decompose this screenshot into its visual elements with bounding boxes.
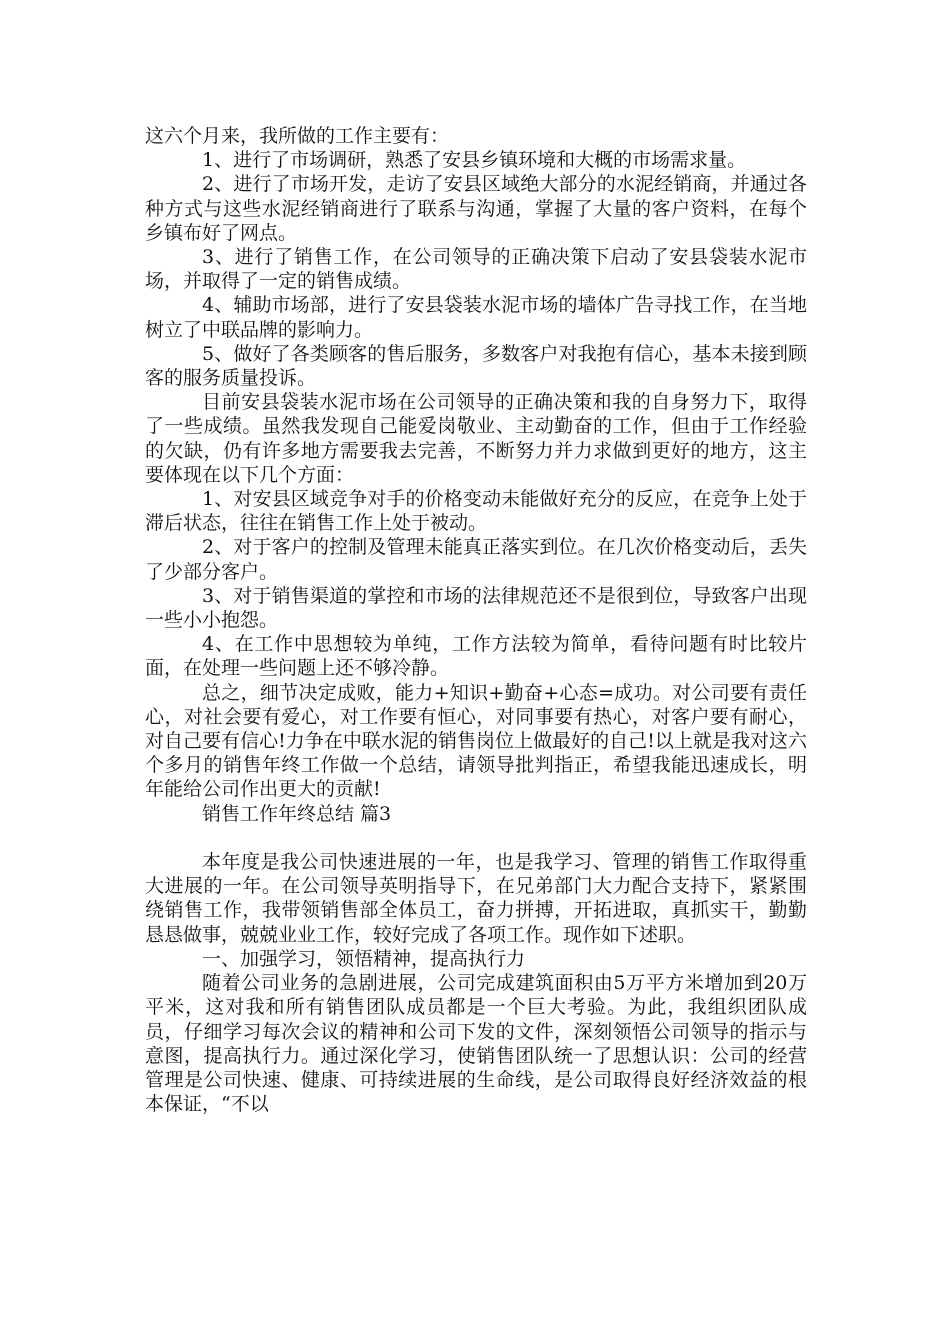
paragraph-shortcomings-intro: 目前安县袋装水泥市场在公司领导的正确决策和我的自身努力下，取得了一些成绩。虽然我发现自己能爱岗敬业、主动勤奋的工作，但由于工作经验的欠缺，仍有许多地方需要我去完善，不断努力并力求做到更好的地方，这主要体现在以下几个方面： [145, 391, 807, 486]
paragraph-work-item-3: 3、进行了销售工作，在公司领导的正确决策下启动了安县袋装水泥市场，并取得了一定的销售成绩。 [145, 246, 807, 293]
paragraph-work-item-1: 1、进行了市场调研，熟悉了安县乡镇环境和大概的市场需求量。 [202, 149, 747, 172]
section-title: 销售工作年终总结 篇3 [202, 802, 392, 825]
paragraph-shortcoming-1: 1、对安县区域竞争对手的价格变动未能做好充分的反应，在竞争上处于滞后状态，往往在销售工作上处于被动。 [145, 488, 807, 535]
subsection-heading: 一、加强学习，领悟精神，提高执行力 [202, 947, 526, 970]
paragraph-shortcoming-3: 3、对于销售渠道的掌控和市场的法律规范还不是很到位，导致客户出现一些小小抱怨。 [145, 584, 807, 632]
paragraph-work-item-4: 4、辅助市场部，进行了安县袋装水泥市场的墙体广告寻找工作，在当地树立了中联品牌的影响力。 [145, 294, 807, 341]
paragraph-shortcoming-2: 2、对于客户的控制及管理未能真正落实到位。在几次价格变动后，丢失了少部分客户。 [145, 536, 807, 583]
paragraph-report-intro: 本年度是我公司快速进展的一年，也是我学习、管理的销售工作取得重大进展的一年。在公司领导英明指导下，在兄弟部门大力配合支持下，紧紧围绕销售工作，我带领销售部全体员工，奋力拼搏，开拓进取，真抓实干，勤勤恳恳做事，兢兢业业工作，较好完成了各项工作。现作如下述职。 [145, 851, 807, 946]
paragraph-conclusion: 总之，细节决定成败，能力+知识+勤奋+心态=成功。对公司要有责任心，对社会要有爱心，对工作要有恒心，对同事要有热心，对客户要有耐心，对自己要有信心!力争在中联水泥的销售岗位上做最好的自己!以上就是我对这六个多月的销售年终工作做一个总结，请领导批判指正，希望我能迅速成长，明年能给公司作出更大的贡献! [145, 681, 807, 801]
blank-line [145, 826, 807, 850]
paragraph-intro: 这六个月来，我所做的工作主要有： [145, 125, 450, 147]
paragraph-learning: 随着公司业务的急剧进展，公司完成建筑面积由5万平方米增加到20万平米，这对我和所有销售团队成员都是一个巨大考验。为此，我组织团队成员，仔细学习每次会议的精神和公司下发的文件，深刻领悟公司领导的指示与意图，提高执行力。通过深化学习，使销售团队统一了思想认识：公司的经营管理是公司快速、健康、可持续进展的生命线，是公司取得良好经济效益的根本保证，“不以 [145, 972, 807, 1116]
paragraph-work-item-5: 5、做好了各类顾客的售后服务，多数客户对我抱有信心，基本未接到顾客的服务质量投诉。 [145, 342, 807, 390]
document-body [145, 124, 807, 1116]
paragraph-work-item-2: 2、进行了市场开发，走访了安县区域绝大部分的水泥经销商，并通过各种方式与这些水泥经销商进行了联系与沟通，掌握了大量的客户资料，在每个乡镇布好了网点。 [145, 173, 807, 244]
paragraph-shortcoming-4: 4、在工作中思想较为单纯，工作方法较为简单，看待问题有时比较片面，在处理一些问题上还不够冷静。 [145, 633, 807, 680]
